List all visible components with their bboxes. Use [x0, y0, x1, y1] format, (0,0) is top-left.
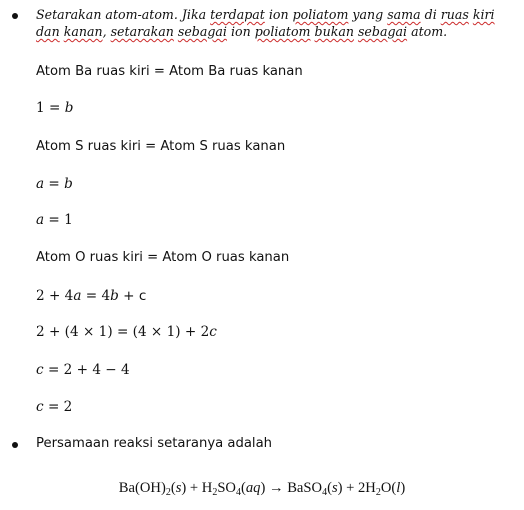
s-balance-rule: Atom S ruas kiri = Atom S ruas kanan [36, 139, 286, 154]
spell-flag: sebagai [177, 24, 227, 39]
spell-flag: poliatom [254, 24, 311, 39]
spell-flag: terdapat [210, 7, 265, 22]
bullet-marker-1 [12, 13, 18, 19]
instruction-line-2: dan kanan, setarakan sebagai ion poliatom bukan sebagai atom. [36, 24, 448, 39]
equation-a-equals-b: a = b [36, 176, 73, 192]
balanced-reaction-intro: Persamaan reaksi setaranya adalah [36, 436, 273, 451]
spell-flag: bukan [314, 24, 354, 39]
instruction-line-1: Setarakan atom-atom. Jika terdapat ion poliatom yang sama di ruas kiri [36, 7, 495, 22]
balanced-chemical-equation: $Ba(OH)_2(s) + H_2SO_4(aq)$ → BaSO$_4$(s) + $2H_2O(l)$ [118, 480, 406, 498]
spell-flag: dan [36, 24, 60, 39]
equation-c-equals-2: c = 2 [36, 399, 73, 415]
spell-flag: sebagai [357, 24, 408, 39]
spell-flag: sama [387, 7, 421, 22]
equation-a-equals-1: a = 1 [36, 212, 73, 228]
spell-flag: kanan [63, 24, 103, 39]
equation-c-expression: c = 2 + 4 − 4 [36, 362, 130, 378]
equation-oxygen-2: 2 + (4 × 1) = (4 × 1) + 2c [36, 324, 217, 340]
spell-flag: ruas [440, 7, 469, 22]
equation-oxygen-1: 2 + 4a = 4b + c [36, 288, 147, 304]
spell-flag: poliatom [292, 7, 349, 22]
bullet-marker-2 [12, 442, 18, 448]
instruction-paragraph [36, 6, 520, 40]
ba-balance-rule: Atom Ba ruas kiri = Atom Ba ruas kanan [36, 64, 303, 79]
o-balance-rule: Atom O ruas kiri = Atom O ruas kanan [36, 250, 290, 265]
spell-flag: setarakan [110, 24, 174, 39]
spell-flag: kiri [472, 7, 495, 22]
equation-1-equals-b: 1 = b [36, 100, 74, 116]
